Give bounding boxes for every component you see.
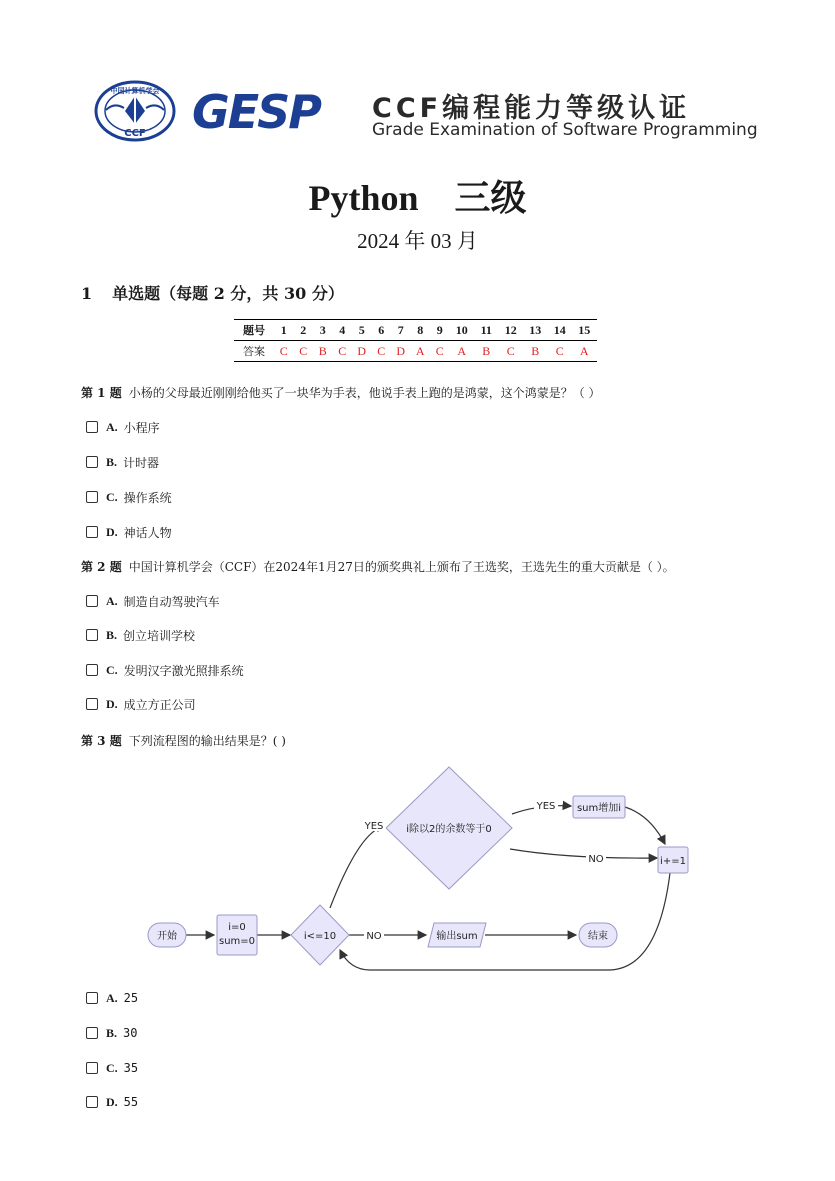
q3-option-b[interactable]	[86, 1025, 137, 1041]
end-label: 结束	[588, 931, 608, 942]
increment-label: i+=1	[660, 856, 686, 867]
question-label: 第 2 题	[81, 560, 122, 574]
question-number: 12	[499, 320, 524, 341]
option-letter: A.	[106, 990, 118, 1005]
option-text: 发明汉字激光照排系统	[123, 663, 244, 678]
question-number: 6	[372, 320, 392, 341]
question-number: 15	[572, 320, 597, 341]
option-text: 30	[123, 1026, 138, 1040]
question-number: 4	[333, 320, 353, 341]
q2-option-d[interactable]	[86, 696, 196, 712]
answer-cell: A	[579, 343, 589, 358]
init-node	[217, 915, 257, 955]
header-label: 题号	[234, 320, 274, 341]
question-number: 5	[352, 320, 372, 341]
no-label: NO	[366, 931, 382, 942]
option-letter: A.	[106, 419, 118, 434]
q1-option-b[interactable]	[86, 454, 159, 470]
q1-option-a[interactable]	[86, 419, 160, 435]
checkbox[interactable]	[86, 1027, 98, 1039]
cert-title: CCF编程能力等级认证	[372, 93, 691, 124]
answer-cell: C	[506, 343, 515, 358]
question-number: 7	[391, 320, 411, 341]
option-text: 成立方正公司	[123, 697, 196, 712]
answer-cell: C	[279, 343, 288, 358]
answer-cell: C	[435, 343, 444, 358]
answer-cell: C	[299, 343, 308, 358]
checkbox[interactable]	[86, 456, 98, 468]
q2-option-b[interactable]	[86, 627, 195, 643]
option-letter: C.	[106, 1060, 118, 1075]
question-number: 14	[548, 320, 573, 341]
q1-option-c[interactable]	[86, 489, 172, 505]
flowchart	[140, 760, 700, 982]
gesp-logo-text: GESP	[192, 85, 321, 139]
option-letter: D.	[106, 524, 118, 539]
checkbox[interactable]	[86, 1096, 98, 1108]
answer-table-header-row	[234, 320, 597, 341]
question-text: 下列流程图的输出结果是？( )	[128, 734, 286, 748]
answer-cell: C	[555, 343, 564, 358]
checkbox[interactable]	[86, 595, 98, 607]
answer-cell: C	[338, 343, 347, 358]
cert-subtitle: Grade Examination of Software Programming	[372, 120, 758, 140]
q3-option-a[interactable]	[86, 990, 138, 1006]
option-letter: D.	[106, 696, 118, 711]
answer-label: 答案	[243, 345, 265, 358]
option-text: 55	[123, 1095, 139, 1109]
section-number: 1	[81, 284, 93, 303]
checkbox[interactable]	[86, 629, 98, 641]
question-label: 第 3 题	[81, 734, 122, 748]
question-number: 8	[411, 320, 431, 341]
option-letter: B.	[106, 454, 118, 469]
question-text: 小杨的父母最近刚刚给他买了一块华为手表，他说手表上跑的是鸿蒙，这个鸿蒙是？（ ）	[128, 386, 601, 400]
answer-cell: C	[377, 343, 386, 358]
option-text: 小程序	[123, 420, 160, 435]
doc-title: Python 三级	[308, 178, 527, 218]
seal-text: 中国计算机学会	[110, 87, 160, 95]
even-condition-label: i除以2的余数等于0	[406, 824, 492, 835]
answer-cell: B	[318, 343, 327, 358]
question-3	[81, 732, 286, 749]
option-letter: C.	[106, 662, 118, 677]
section-title: 单选题（每题 2 分，共 30 分）	[112, 284, 344, 303]
option-letter: B.	[106, 1025, 118, 1040]
q1-option-d[interactable]	[86, 524, 172, 540]
answer-cell: A	[415, 343, 425, 358]
q2-option-c[interactable]	[86, 662, 244, 678]
gesp-logo	[190, 84, 355, 140]
yes-label: YES	[364, 821, 384, 832]
add-label: sum增加i	[576, 803, 622, 814]
answer-cell: D	[396, 343, 406, 358]
option-text: 神话人物	[123, 525, 172, 540]
no-label: NO	[588, 854, 604, 865]
ccf-seal-logo	[94, 80, 176, 142]
checkbox[interactable]	[86, 421, 98, 433]
seal-abbr: CCF	[124, 128, 146, 139]
answer-table-answer-row	[234, 341, 597, 362]
q2-option-a[interactable]	[86, 593, 220, 609]
question-2	[81, 558, 675, 575]
q3-option-c[interactable]	[86, 1060, 138, 1076]
option-text: 35	[123, 1061, 139, 1075]
answer-cell: A	[457, 343, 467, 358]
checkbox[interactable]	[86, 664, 98, 676]
question-number: 13	[523, 320, 548, 341]
loop-condition-label: i<=10	[303, 931, 337, 942]
option-letter: A.	[106, 593, 118, 608]
option-text: 创立培训学校	[123, 628, 196, 643]
option-letter: C.	[106, 489, 118, 504]
checkbox[interactable]	[86, 491, 98, 503]
start-label: 开始	[157, 931, 177, 942]
question-number: 9	[430, 320, 450, 341]
option-letter: D.	[106, 1094, 118, 1109]
checkbox[interactable]	[86, 1062, 98, 1074]
section-heading	[81, 281, 344, 304]
checkbox[interactable]	[86, 698, 98, 710]
question-number: 11	[474, 320, 499, 341]
answer-cell: D	[357, 343, 367, 358]
question-number: 3	[313, 320, 333, 341]
doc-date: 2024 年 03 月	[357, 229, 478, 253]
output-label: 输出sum	[436, 931, 478, 942]
question-label: 第 1 题	[81, 386, 122, 400]
question-1	[81, 384, 601, 401]
answer-table	[234, 319, 597, 362]
question-text: 中国计算机学会（CCF）在2024年1月27日的颁奖典礼上颁布了王选奖，王选先生的重大贡献是（ ）。	[128, 560, 675, 574]
checkbox[interactable]	[86, 526, 98, 538]
answer-cell: B	[482, 343, 491, 358]
option-text: 计时器	[123, 455, 160, 470]
checkbox[interactable]	[86, 992, 98, 1004]
answer-cell: B	[531, 343, 540, 358]
init-label-1: i=0	[228, 922, 246, 933]
question-number: 10	[450, 320, 475, 341]
question-number: 2	[294, 320, 314, 341]
yes-label: YES	[536, 801, 556, 812]
q3-option-d[interactable]	[86, 1094, 138, 1110]
option-text: 制造自动驾驶汽车	[123, 594, 220, 609]
option-text: 25	[123, 991, 139, 1005]
option-text: 操作系统	[123, 490, 172, 505]
question-number: 1	[274, 320, 294, 341]
option-letter: B.	[106, 627, 118, 642]
init-label-2: sum=0	[218, 936, 256, 947]
